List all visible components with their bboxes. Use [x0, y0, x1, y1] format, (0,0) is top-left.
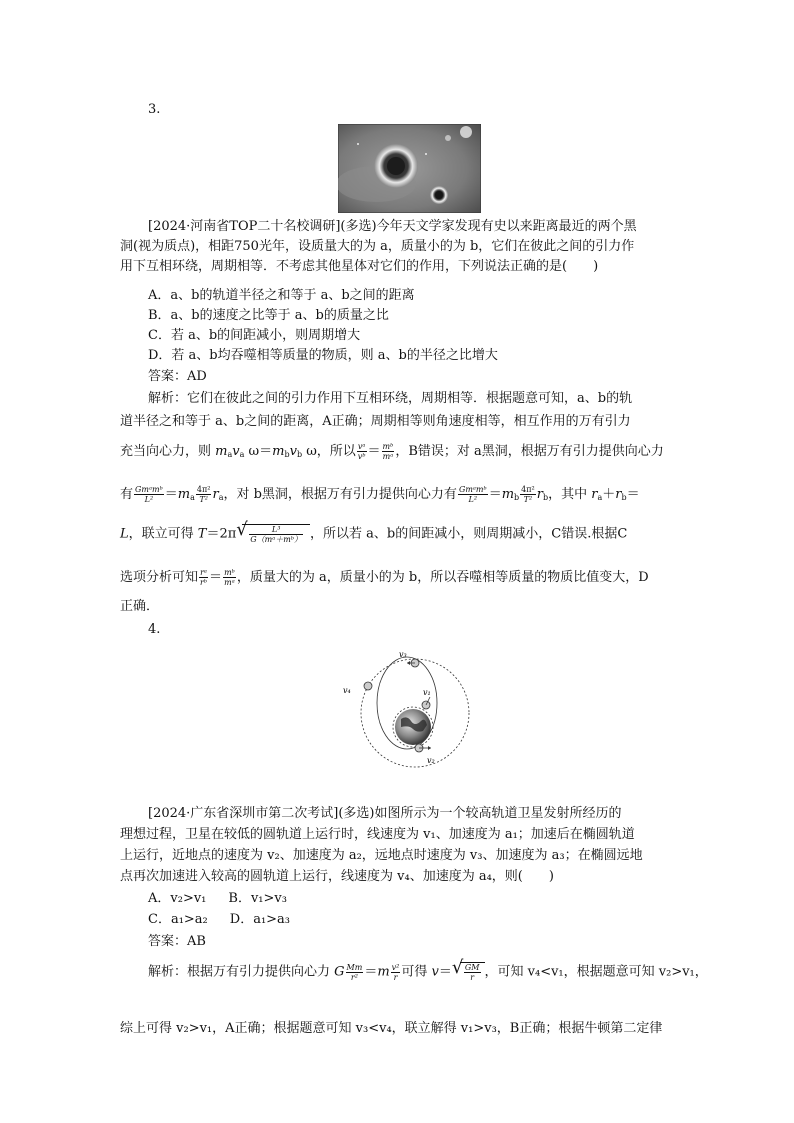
- q4-stem-line-3: 上运行，近地点的速度为 v₂、加速度为 a₂，远地点时速度为 v₃、加速度为 a₃；在椭圆远地: [120, 848, 643, 863]
- label-v4: v₄: [343, 686, 351, 695]
- q4-stem-line-4: 点再次加速进入较高的圆轨道上运行，线速度为 v₄、加速度为 a₄，则( ): [120, 869, 554, 884]
- q4-option-b: B．v₁>v₃: [228, 891, 287, 906]
- q4-answer: 答案：AB: [148, 934, 206, 949]
- q4-stem-line-2: 理想过程，卫星在较低的圆轨道上运行时，线速度为 v₁、加速度为 a₁；加速后在椭圆轨道: [120, 827, 635, 842]
- q4-option-d: D．a₁>a₃: [229, 912, 291, 927]
- q3-stem-line-3: 用下互相环绕，周期相等．不考虑其他星体对它们的作用，下列说法正确的是( ): [120, 259, 599, 274]
- label-v1: v₁: [423, 688, 431, 697]
- q4-options-row-1: [148, 890, 287, 908]
- q4-analysis-line-2: 综上可得 v₂>v₁，A正确；根据题意可知 v₃<v₄，联立解得 v₁>v₃，B正确；根据牛顿第二定律: [120, 1021, 663, 1036]
- satellite-outer-icon: [364, 682, 372, 690]
- q3-analysis-line-5: L，联立可得 T＝2π √ $\frac{\text{L³}}{\text{G（mᵃ＋mᵇ）}}$ ，所以若 a、b的间距减小，则周期减小，C错误.根据C: [120, 519, 628, 544]
- q3-analysis-line-1: 解析：它们在彼此之间的引力作用下互相环绕，周期相等．根据题意可知，a、b的轨: [148, 391, 633, 406]
- q4-option-a: A．v₂>v₁: [148, 891, 207, 906]
- q3-option-b: B．a、b的速度之比等于 a、b的质量之比: [148, 308, 389, 323]
- question-number-3: 3.: [148, 102, 161, 117]
- q4-stem-line-1: [2024·广东省深圳市第二次考试](多选)如图所示为一个较高轨道卫星发射所经历的: [148, 806, 622, 821]
- question-number-4: 4.: [148, 622, 161, 637]
- q3-stem-line-1: [2024·河南省TOP二十名校调研](多选)今年天文学家发现有史以来距离最近的两个黑: [148, 219, 637, 234]
- q3-analysis-line-7: 正确．: [120, 599, 160, 614]
- q4-options-row-2: [148, 911, 290, 929]
- q3-analysis-line-4: 有 $\frac{\text{Gmᵃmᵇ}}{\text{L²}}$ $=m_a$ $\frac{\text{4π²}}{\text{T²}}$ $r_a$，对 b黑洞，根据万有引力提供向心力有 $\frac{\text{Gmᵃmᵇ}}{\text{L²}}$ $=m_b$ $\frac{\text{4π²}}{\text{T²}}$ $r_b$，其中 $r_a+r_b=$: [120, 485, 640, 504]
- q3-analysis-line-6: 选项分析可知 $\frac{\text{rᵃ}}{\text{rᵇ}}$ ＝ $\frac{\text{mᵇ}}{\text{mᵃ}}$ ，质量大的为 a，质量小的为 b，所以吞噬相等质量的物质比值变大，D: [120, 568, 649, 587]
- q3-stem-line-2: 洞(视为质点)，相距750光年，设质量大的为 a，质量小的为 b，它们在彼此之间的引力作: [120, 239, 635, 254]
- satellite-orbit-diagram: [335, 645, 475, 775]
- q3-option-c: C．若 a、b的间距减小，则周期增大: [148, 328, 361, 343]
- q3-analysis-line-3: 充当向心力，则 $m_av_a$ $\omega=m_bv_b$ ω，所以 $\frac{\text{vᵃ}}{\text{vᵇ}}$ ＝ $\frac{\text{mᵇ}}{\text{mᵃ}}$ ，B错误；对 a黑洞，根据万有引力提供向心力: [120, 442, 664, 461]
- q3-answer: 答案：AD: [148, 369, 207, 384]
- q3-option-a: A．a、b的轨道半径之和等于 a、b之间的距离: [148, 288, 415, 303]
- q4-option-c: C．a₁>a₂: [148, 912, 208, 927]
- q3-option-d: D．若 a、b均吞噬相等质量的物质，则 a、b的半径之比增大: [148, 348, 498, 363]
- black-hole-photo: [338, 124, 481, 213]
- q3-analysis-line-2: 道半径之和等于 a、b之间的距离，A正确；周期相等则角速度相等，相互作用的万有引力: [120, 414, 631, 429]
- q4-analysis-line-1: 解析：根据万有引力提供向心力 G $\frac{Mm}{\text{r²}}$ ＝m $\frac{\text{v²}}{r}$ 可得 v＝ √ $\frac{GM}{r}$ ，可知 v₄<v₁，根据题意可知 v₂>v₁，: [148, 957, 708, 982]
- label-v2: v₂: [427, 756, 435, 765]
- label-v3: v₃: [399, 650, 407, 659]
